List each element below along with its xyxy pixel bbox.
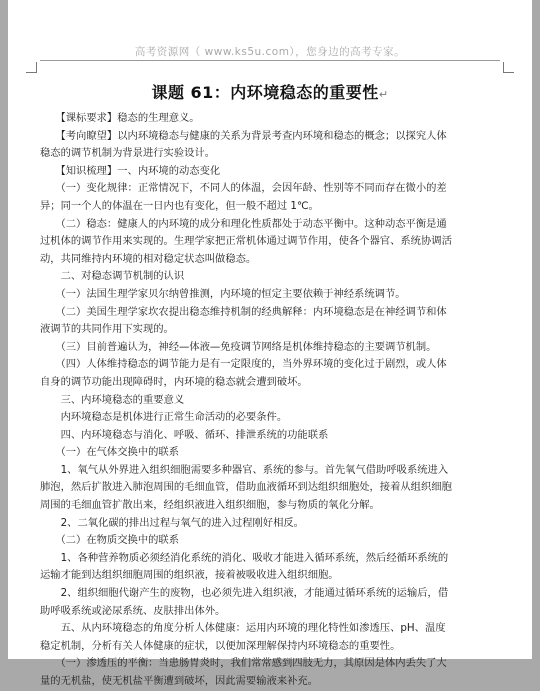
body-line: 过机体的调节作用来实现的。生理学家把正常机体通过调节作用，使各个器官、系统协调活 [40,235,452,248]
body-line: 【知识梳理】一、内环境的动态变化 [40,164,221,177]
body-line: 量的无机盐，使无机盐平衡遭到破坏，因此需要输液来补充。 [40,675,319,687]
body-line: 2、组织细胞代谢产生的废物，也必须先进入组织液，才能通过循环系统的运输后，借 [40,587,449,600]
body-line: 二、对稳态调节机制的认识 [40,270,185,283]
body-line: 1、氧气从外界进入组织细胞需要多种器官、系统的参与。首先氧气借助呼吸系统进入 [40,463,449,476]
body-line: 液调节的共同作用下实现的。 [40,323,174,336]
header-rule [40,60,500,61]
body-line: （一）变化规律：正常情况下，不同人的体温，会因年龄、性别等不同而存在微小的差 [40,182,447,195]
document-page [8,0,532,687]
body-line: 【课标要求】稳态的生理意义。 [40,112,200,124]
body-line: （二）美国生理学家坎农提出稳态维持机制的经典解释：内环境稳态是在神经调节和体 [40,305,447,318]
body-line: 动，共同维持内环境的相对稳定状态叫做稳态。 [40,252,257,265]
document-title [8,80,532,103]
paragraph-mark-icon: ↵ [378,88,389,101]
title-text: 课题 61：内环境稳态的重要性 [151,83,379,102]
body-line: 五、从内环境稳态的角度分析人体健康：运用内环境的理化特性如渗透压、pH、温度 [40,622,446,635]
body-line: 四、内环境稳态与消化、呼吸、循环、排泄系统的功能联系 [40,428,329,441]
body-line: 稳态的调节机制为背景进行实验设计。 [40,147,216,160]
crop-mark-right [503,62,514,73]
crop-mark-left [26,62,37,73]
body-line: （一）法国生理学家贝尔纳曾推测，内环境的恒定主要依赖于神经系统调节。 [40,287,406,300]
page-header: 高考资源网（ www.ks5u.com），您身边的高考专家。 [134,46,406,58]
body-line: 周围的毛细血管扩散出来，经组织液进入组织细胞，参与物质的氧化分解。 [40,499,380,512]
body-line: （二）在物质交换中的联系 [40,534,180,547]
body-line: 三、内环境稳态的重要意义 [40,393,185,406]
body-line: （三）目前普遍认为，神经—体液—免疫调节网络是机体维持稳态的主要调节机制。 [40,340,437,353]
body-line: 内环境稳态是机体进行正常生命活动的必要条件。 [40,411,288,424]
body-line: （一）渗透压的平衡：当患肠胃炎时，我们常常感到四肢无力，其原因是体内丢失了大 [40,657,447,670]
body-line: （二）稳态：健康人的内环境的成分和理化性质都处于动态平衡中。这种动态平衡是通 [40,217,447,230]
body-line: 肺泡，然后扩散进入肺泡周围的毛细血管，借助血液循环到达组织细胞处，接着从组织细胞 [40,481,452,494]
body-line: （四）人体维持稳态的调节能力是有一定限度的，当外界环境的变化过于剧烈，或人体 [40,358,447,371]
body-line: （一）在气体交换中的联系 [40,446,180,459]
body-line: 1、各种营养物质必须经消化系统的消化、吸收才能进入循环系统，然后经循环系统的 [40,551,449,564]
document-body [40,110,508,691]
body-line: 运输才能到达组织细胞周围的组织液，接着被吸收进入组织细胞。 [40,569,339,582]
body-line: 2、二氧化碳的排出过程与氧气的进入过程刚好相反。 [40,516,304,529]
body-line: 异；同一个人的体温在一日内也有变化，但一般不超过 1℃。 [40,199,319,212]
body-line: 助呼吸系统或泌尿系统、皮肤排出体外。 [40,604,226,617]
body-line: 稳定机制，分析有关人体健康的症状，以便加深理解保持内环境稳态的重要性。 [40,639,401,652]
body-line: 自身的调节功能出现障碍时，内环境的稳态就会遭到破坏。 [40,375,308,388]
body-line: 【考向瞭望】以内环境稳态与健康的关系为背景考查内环境和稳态的概念；以探究人体 [40,129,447,142]
